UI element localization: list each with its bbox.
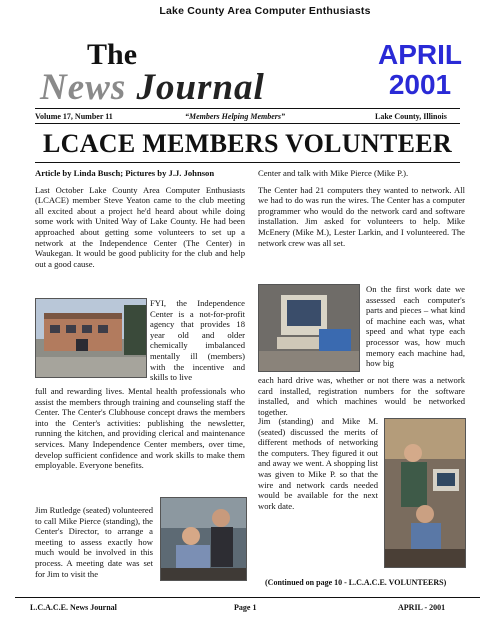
paragraph: Jim (standing) and Mike M. (seated) discussed the merits of different methods of networking the computers. They figured it out and away we went. A shopping list was given to Mike P. so that the wire and network cards needed would be available for the next work date. [258, 416, 378, 511]
right-column [258, 168, 465, 254]
left-column [35, 168, 245, 275]
masthead-rule-top [35, 108, 460, 109]
paragraph: each hard drive was, whether or not there was a network card installed, registration numbers for the software installed, and which machines would be networked together. [258, 375, 465, 417]
left-column-cont [35, 386, 245, 477]
left-column-bottom [35, 505, 153, 585]
byline: Article by Linda Busch; Pictures by J.J. Johnson [35, 168, 215, 178]
issue-month: APRIL [378, 39, 462, 70]
right-column-bottom [258, 416, 378, 517]
volume-number: Volume 17, Number 11 [35, 112, 113, 121]
paragraph: full and rewarding lives. Mental health professionals who assist the members through training and counseling staff the Center. The Center's Clubhouse concept draws the members into the Center's activities: publishing the newsletter, running the kitchen, and providing clerical and maintenance services. Many Independence Center members, over time, develop sufficient confidence and work skills to make them employable. Everyone benefits. [35, 386, 245, 471]
paragraph: FYI, the Independence Center is a not-for-profit agency that provides 18 year old and older chemically imbalanced mentally ill (members) with the incentive and skills to live [150, 298, 245, 383]
club-motto: “Members Helping Members” [185, 112, 285, 121]
continuation-note: (Continued on page 10 - L.C.A.C.E. VOLUNTEERS) [265, 578, 447, 587]
footer-publication: L.C.A.C.E. News Journal [30, 603, 117, 612]
paragraph: Jim Rutledge (seated) volunteered to call Mike Pierce (standing), the Center's Director, to arrange a meeting to assess exactly how much would be involved in this process. A meeting date was set for Jim to visit the [35, 505, 153, 579]
footer-rule [15, 597, 480, 598]
paragraph: Center and talk with Mike Pierce (Mike P.). [258, 168, 409, 178]
left-column-wrap [150, 298, 245, 389]
paragraph: Last October Lake County Area Computer Enthusiasts (LCACE) member Steve Yeaton came to the club meeting all excited about a project he'd heard about while doing some work with United Way of Lake County. He had been approached about getting some volunteers to set up a network at the Independence Center (The Center) in Waukegan. It would be good publicity for the club and help out a good cause. [35, 184, 245, 269]
jim-and-mike-photo [160, 497, 247, 581]
right-column-wrap [366, 284, 465, 375]
headline: LCACE MEMBERS VOLUNTEER [43, 129, 452, 158]
issue-date [370, 40, 470, 100]
club-name: Lake County Area Computer Enthusiasts [159, 5, 371, 17]
headline-rule [35, 162, 460, 163]
footer-date: APRIL - 2001 [398, 603, 446, 612]
network-discussion-photo [384, 418, 466, 568]
issue-year: 2001 [388, 69, 452, 100]
footer-page-number: Page 1 [234, 603, 257, 612]
paragraph: On the first work date we assessed each computer's parts and pieces – what kind of machine each was, what speed and what type each processor was, how much memory each machine had, how big [366, 284, 465, 369]
masthead-journal: Journal [136, 67, 265, 108]
masthead-title [40, 66, 265, 109]
masthead-the: The [87, 38, 138, 71]
computer-photo [258, 284, 360, 372]
masthead-news: News [40, 67, 127, 108]
masthead-rule-bottom [35, 123, 460, 124]
paragraph: The Center had 21 computers they wanted to network. All we had to do was run the wires. The Center has a computer programmer who would do the network card and software installation. Jim asked for volunteers to help. Mike McEnery (Mike M.), Lester Larkin, and I volunteered. The network crew was all set. [258, 184, 465, 248]
location: Lake County, Illinois [375, 112, 447, 121]
building-photo [35, 298, 147, 378]
